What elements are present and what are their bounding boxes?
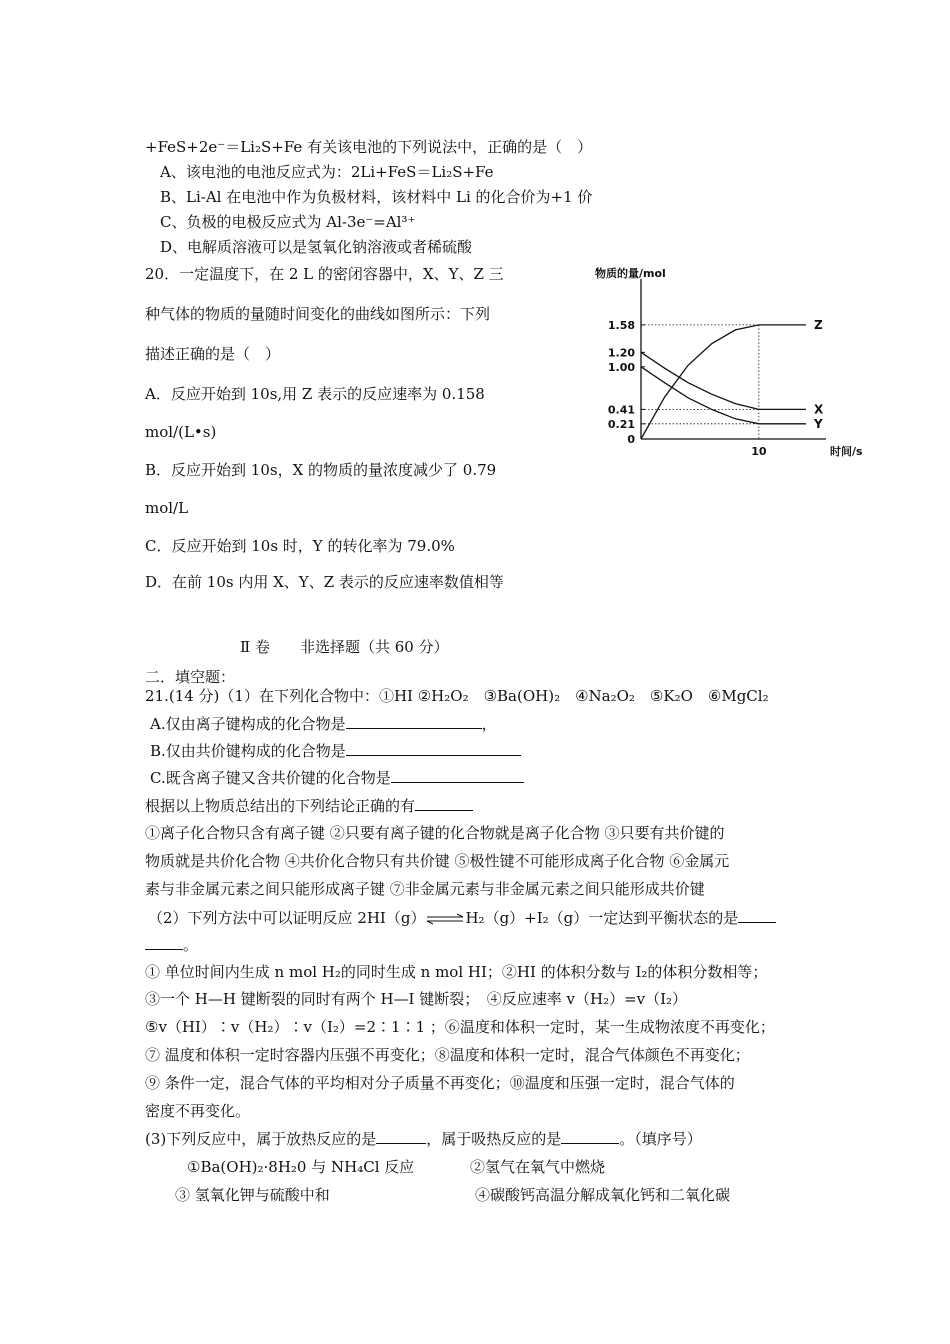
- q21-reaction-4: ④碳酸钙高温分解成氧化钙和二氧化碳: [475, 1186, 731, 1204]
- amount-time-chart: [595, 265, 863, 465]
- y-tick-label: 1.00: [607, 360, 635, 374]
- q19-option-c: C、负极的电极反应式为 Al-3e⁻=Al³⁺: [160, 213, 416, 231]
- q21-part-a-tail: ，: [481, 715, 497, 733]
- q21-conclusion-text: 根据以上物质总结出的下列结论正确的有: [145, 797, 416, 815]
- q20-stem-line1: 20．一定温度下，在 2 L 的密闭容器中，X、Y、Z 三: [145, 265, 504, 283]
- q21-reaction-3: ③ 氢氧化钾与硫酸中和: [175, 1186, 330, 1204]
- series-line-z: [641, 325, 806, 439]
- q21-part2-blank-2[interactable]: [145, 935, 183, 950]
- q21-part-a-blank[interactable]: [346, 714, 482, 729]
- q21-part-b-text: B.仅由共价键构成的化合物是: [150, 742, 346, 760]
- q21-part2-blank[interactable]: [738, 908, 776, 923]
- q20-option-c: C．反应开始到 10s 时，Y 的转化率为 79.0%: [145, 537, 455, 555]
- equilibrium-arrow-icon: [425, 913, 465, 925]
- q21-statement-line3: 素与非金属元素之间只能形成离子键 ⑦非金属元素与非金属元素之间只能形成共价键: [145, 880, 705, 898]
- q21-part2-line2: ③一个 H—H 键断裂的同时有两个 H—I 键断裂； ④反应速率 v（H₂）=v（I₂）: [145, 990, 688, 1008]
- section2-heading: 二．填空题：: [145, 668, 236, 686]
- y-tick-label: 0.21: [607, 417, 635, 431]
- q21-part2-line3: ⑤v（HI）∶v（H₂）∶v（I₂）=2∶1∶1 ；⑥温度和体积一定时，某一生成物浓度不再变化；: [145, 1018, 775, 1036]
- series-line-x: [641, 352, 806, 409]
- q21-part-c-text: C.既含离子键又含共价键的化合物是: [150, 769, 391, 787]
- q21-part3-question: [145, 1129, 702, 1149]
- q21-part2-blank-continued: [145, 935, 198, 955]
- q20-option-a-unit: mol/(L•s): [145, 423, 217, 441]
- q21-part-b-blank[interactable]: [346, 741, 521, 756]
- q20-option-b: B．反应开始到 10s，X 的物质的量浓度减少了 0.79: [145, 461, 497, 479]
- y-tick-label: 0.41: [607, 403, 635, 417]
- q21-part2-tail: H₂（g）+I₂（g）一定达到平衡状态的是: [465, 909, 739, 927]
- section2-title: Ⅱ 卷 非选择题（共 60 分）: [240, 638, 449, 656]
- q21-part2-line4: ⑦ 温度和体积一定时容器内压强不再变化；⑧温度和体积一定时，混合气体颜色不再变化；: [145, 1046, 750, 1064]
- y-tick-label: 1.58: [607, 318, 635, 332]
- q21-intro: 21.(14 分)（1）在下列化合物中：①HI ②H₂O₂ ③Ba(OH)₂ ④Na₂O₂ ⑤K₂O ⑥MgCl₂: [145, 687, 769, 705]
- q21-reaction-1: ①Ba(OH)₂·8H₂0 与 NH₄Cl 反应: [187, 1158, 415, 1176]
- q21-part3-endothermic-blank[interactable]: [561, 1129, 619, 1144]
- series-label-y: Y: [814, 416, 823, 431]
- series-label-z: Z: [814, 317, 823, 332]
- x-axis-label: 时间/s: [830, 445, 863, 458]
- y-axis-label: 物质的量/mol: [595, 267, 666, 280]
- q21-reaction-2: ②氢气在氧气中燃烧: [470, 1158, 606, 1176]
- q20-option-b-unit: mol/L: [145, 499, 189, 517]
- y-tick-label: 1.20: [607, 346, 635, 360]
- q21-part-c-blank[interactable]: [391, 768, 524, 783]
- q21-statement-line2: 物质就是共价化合物 ④共价化合物只有共价键 ⑤极性键不可能形成离子化合物 ⑥金属元: [145, 852, 730, 870]
- q21-part2-question: [148, 908, 776, 928]
- q21-conclusion: [145, 796, 473, 816]
- q21-part-a-text: A.仅由离子键构成的化合物是: [150, 715, 346, 733]
- q20-stem-line2: 种气体的物质的量随时间变化的曲线如图所示：下列: [145, 305, 491, 323]
- q21-part3-b: ，属于吸热反应的是: [426, 1130, 562, 1148]
- q21-part-b: [150, 741, 521, 761]
- q21-part3-a: (3)下列反应中，属于放热反应的是: [145, 1130, 377, 1148]
- q21-part2-end: 。: [183, 936, 199, 954]
- q21-conclusion-blank[interactable]: [415, 796, 473, 811]
- q20-stem-line3: 描述正确的是（ ）: [145, 345, 281, 363]
- q21-part3-exothermic-blank[interactable]: [376, 1129, 426, 1144]
- q19-option-d: D、电解质溶液可以是氢氧化钠溶液或者稀硫酸: [160, 238, 473, 256]
- q21-part-a: [150, 714, 497, 734]
- q21-part2-head: （2）下列方法中可以证明反应 2HI（g）: [148, 909, 426, 927]
- q19-stem: +FeS+2e⁻＝Li₂S+Fe 有关该电池的下列说法中，正确的是（ ）: [145, 138, 593, 156]
- q20-option-a: A．反应开始到 10s,用 Z 表示的反应速率为 0.158: [145, 385, 485, 403]
- y-tick-label: 0: [627, 433, 635, 446]
- q21-statement-line1: ①离子化合物只含有离子键 ②只要有离子键的化合物就是离子化合物 ③只要有共价键的: [145, 824, 725, 842]
- q21-part2-line1: ① 单位时间内生成 n mol H₂的同时生成 n mol HI；②HI 的体积分数与 I₂的体积分数相等；: [145, 963, 768, 981]
- q21-part3-c: 。（填序号）: [619, 1130, 702, 1148]
- q21-part-c: [150, 768, 524, 788]
- q20-option-d: D．在前 10s 内用 X、Y、Z 表示的反应速率数值相等: [145, 573, 504, 591]
- x-tick-label: 10: [751, 445, 767, 458]
- q19-option-a: A、该电池的电池反应式为：2Li+FeS＝Li₂S+Fe: [160, 163, 494, 181]
- series-label-x: X: [814, 402, 824, 417]
- q19-option-b: B、Li-Al 在电池中作为负极材料，该材料中 Li 的化合价为+1 价: [160, 188, 593, 206]
- q21-part2-line6: 密度不再变化。: [145, 1102, 251, 1120]
- q21-part2-line5: ⑨ 条件一定，混合气体的平均相对分子质量不再变化；⑩温度和压强一定时，混合气体的: [145, 1074, 735, 1092]
